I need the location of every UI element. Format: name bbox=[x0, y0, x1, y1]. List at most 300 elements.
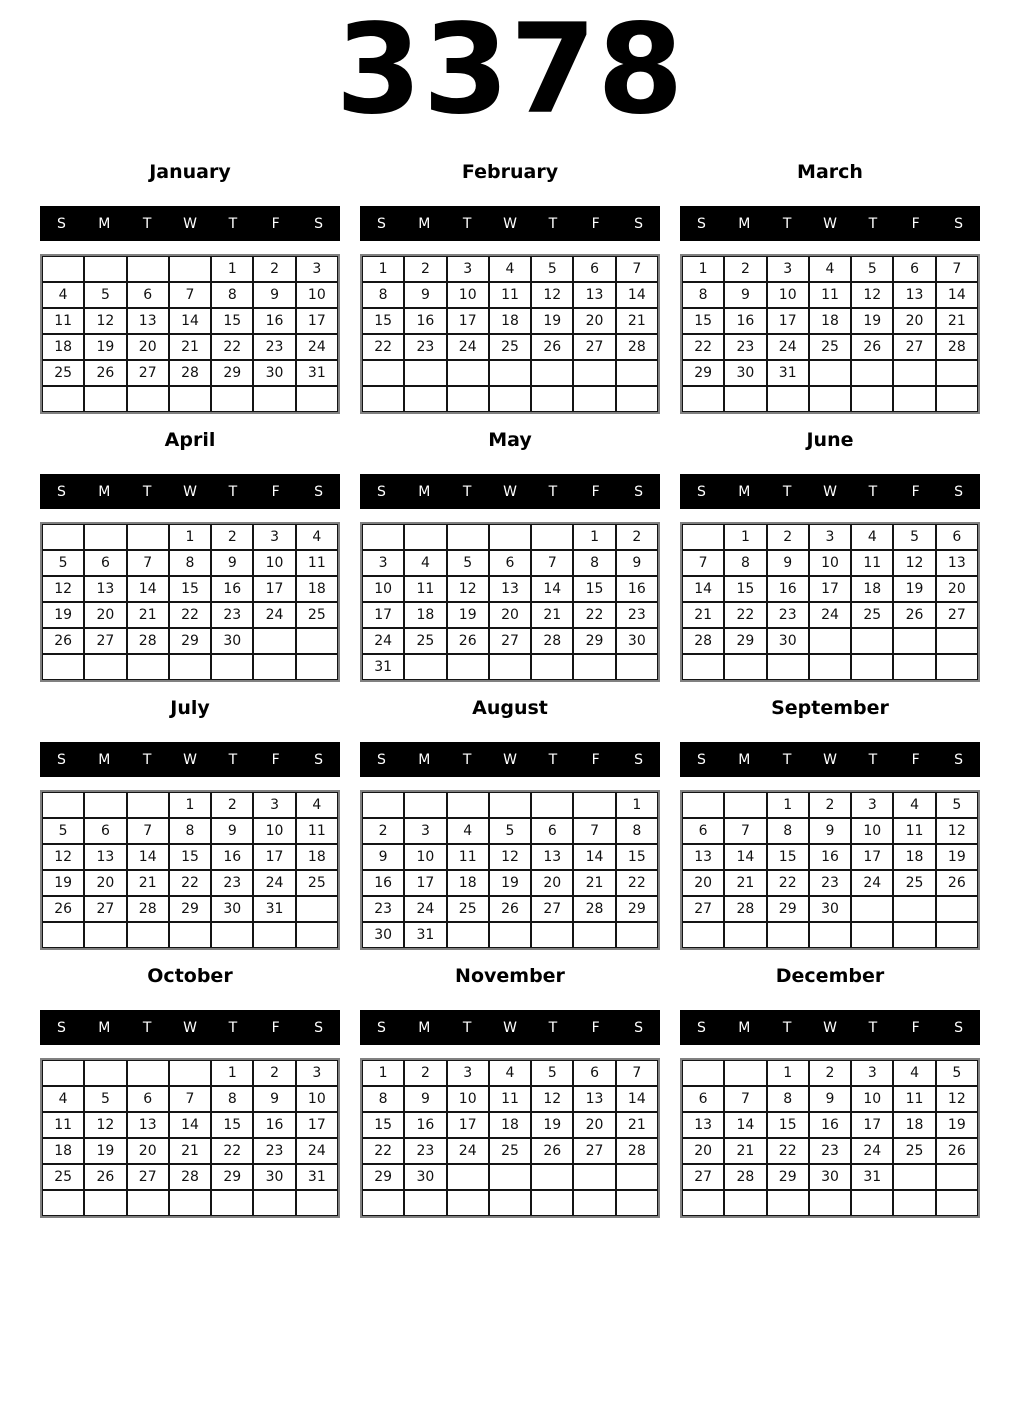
month-title: October bbox=[147, 965, 233, 987]
date-cell: 7 bbox=[169, 1086, 211, 1112]
date-cell: 22 bbox=[573, 602, 615, 628]
date-cell bbox=[362, 524, 404, 550]
date-cell: 13 bbox=[84, 576, 126, 602]
date-cell: 31 bbox=[253, 896, 295, 922]
date-cell: 21 bbox=[169, 334, 211, 360]
date-cell: 28 bbox=[169, 360, 211, 386]
date-cell: 18 bbox=[404, 602, 446, 628]
weekday-label: T bbox=[462, 1019, 472, 1036]
date-cell: 28 bbox=[616, 1138, 658, 1164]
date-cell: 11 bbox=[404, 576, 446, 602]
date-cell: 21 bbox=[616, 308, 658, 334]
month-december bbox=[680, 966, 980, 1218]
date-cell: 14 bbox=[169, 308, 211, 334]
date-cell: 28 bbox=[936, 334, 978, 360]
date-cell: 28 bbox=[127, 896, 169, 922]
date-cell: 2 bbox=[404, 256, 446, 282]
date-cell: 30 bbox=[211, 896, 253, 922]
weekday-label: F bbox=[911, 1019, 920, 1036]
date-cell: 15 bbox=[573, 576, 615, 602]
month-august bbox=[360, 698, 660, 950]
date-cell: 11 bbox=[489, 1086, 531, 1112]
date-cell bbox=[169, 922, 211, 948]
date-cell: 8 bbox=[169, 550, 211, 576]
weekday-label: S bbox=[56, 751, 66, 768]
date-cell: 30 bbox=[253, 360, 295, 386]
weekday-label: W bbox=[183, 1019, 197, 1036]
date-cell: 29 bbox=[573, 628, 615, 654]
date-cell: 10 bbox=[362, 576, 404, 602]
date-cell: 26 bbox=[84, 1164, 126, 1190]
date-cell: 22 bbox=[169, 602, 211, 628]
date-cell bbox=[616, 1190, 658, 1216]
date-cell bbox=[809, 1190, 851, 1216]
date-cell: 24 bbox=[851, 1138, 893, 1164]
date-cell: 17 bbox=[404, 870, 446, 896]
weekday-header bbox=[680, 474, 980, 509]
date-cell: 5 bbox=[531, 1060, 573, 1086]
date-cell bbox=[893, 1190, 935, 1216]
date-cell bbox=[893, 628, 935, 654]
date-cell: 9 bbox=[616, 550, 658, 576]
date-cell: 2 bbox=[724, 256, 766, 282]
date-cell: 16 bbox=[362, 870, 404, 896]
date-grid bbox=[40, 790, 340, 950]
date-cell: 2 bbox=[211, 792, 253, 818]
date-cell bbox=[253, 922, 295, 948]
date-cell: 31 bbox=[767, 360, 809, 386]
date-cell: 9 bbox=[404, 1086, 446, 1112]
date-cell: 21 bbox=[169, 1138, 211, 1164]
date-cell bbox=[573, 360, 615, 386]
date-cell bbox=[127, 1190, 169, 1216]
date-cell: 13 bbox=[127, 308, 169, 334]
date-cell: 8 bbox=[724, 550, 766, 576]
weekday-label: W bbox=[183, 215, 197, 232]
date-cell: 29 bbox=[616, 896, 658, 922]
weekday-label: T bbox=[228, 1019, 238, 1036]
date-cell: 5 bbox=[42, 818, 84, 844]
date-cell bbox=[84, 922, 126, 948]
weekday-label: T bbox=[868, 215, 878, 232]
date-cell: 21 bbox=[724, 870, 766, 896]
date-cell bbox=[936, 922, 978, 948]
date-cell: 13 bbox=[127, 1112, 169, 1138]
date-cell: 29 bbox=[169, 896, 211, 922]
weekday-header bbox=[40, 1010, 340, 1045]
weekday-label: T bbox=[462, 215, 472, 232]
date-cell bbox=[531, 922, 573, 948]
date-cell: 5 bbox=[447, 550, 489, 576]
date-cell: 12 bbox=[84, 1112, 126, 1138]
date-cell: 26 bbox=[84, 360, 126, 386]
date-cell: 8 bbox=[767, 1086, 809, 1112]
date-cell: 11 bbox=[809, 282, 851, 308]
date-cell: 4 bbox=[296, 524, 338, 550]
date-cell: 20 bbox=[936, 576, 978, 602]
weekday-label: W bbox=[503, 215, 517, 232]
date-cell: 30 bbox=[404, 1164, 446, 1190]
date-cell: 19 bbox=[936, 1112, 978, 1138]
weekday-label: T bbox=[142, 215, 152, 232]
date-cell bbox=[851, 386, 893, 412]
date-cell: 4 bbox=[489, 256, 531, 282]
date-cell: 29 bbox=[211, 1164, 253, 1190]
date-cell: 1 bbox=[211, 1060, 253, 1086]
date-cell: 28 bbox=[616, 334, 658, 360]
date-cell bbox=[211, 386, 253, 412]
date-cell: 16 bbox=[404, 308, 446, 334]
date-cell: 7 bbox=[724, 1086, 766, 1112]
weekday-label: T bbox=[228, 215, 238, 232]
month-october bbox=[40, 966, 340, 1218]
month-title: September bbox=[771, 697, 889, 719]
date-cell bbox=[84, 792, 126, 818]
date-cell: 19 bbox=[84, 334, 126, 360]
date-cell: 25 bbox=[851, 602, 893, 628]
date-cell bbox=[84, 386, 126, 412]
date-cell: 13 bbox=[682, 844, 724, 870]
date-cell bbox=[809, 386, 851, 412]
date-cell: 18 bbox=[447, 870, 489, 896]
date-cell: 13 bbox=[893, 282, 935, 308]
date-cell: 26 bbox=[531, 1138, 573, 1164]
date-cell: 19 bbox=[851, 308, 893, 334]
date-cell: 19 bbox=[84, 1138, 126, 1164]
weekday-label: F bbox=[591, 215, 600, 232]
date-grid bbox=[680, 790, 980, 950]
date-cell bbox=[616, 922, 658, 948]
date-cell: 2 bbox=[404, 1060, 446, 1086]
weekday-label: M bbox=[98, 483, 111, 500]
date-cell bbox=[84, 524, 126, 550]
date-cell: 18 bbox=[893, 844, 935, 870]
date-cell: 4 bbox=[893, 1060, 935, 1086]
date-cell: 4 bbox=[447, 818, 489, 844]
date-cell bbox=[573, 1190, 615, 1216]
date-cell: 14 bbox=[724, 1112, 766, 1138]
date-cell: 17 bbox=[851, 1112, 893, 1138]
date-cell: 9 bbox=[211, 550, 253, 576]
date-cell: 27 bbox=[127, 1164, 169, 1190]
date-cell bbox=[893, 1164, 935, 1190]
date-cell: 23 bbox=[211, 602, 253, 628]
date-cell: 16 bbox=[404, 1112, 446, 1138]
date-cell: 24 bbox=[447, 334, 489, 360]
date-cell: 20 bbox=[84, 602, 126, 628]
date-cell: 25 bbox=[404, 628, 446, 654]
date-cell: 10 bbox=[851, 1086, 893, 1112]
weekday-label: T bbox=[868, 1019, 878, 1036]
date-cell bbox=[851, 1190, 893, 1216]
date-cell bbox=[573, 386, 615, 412]
date-cell: 12 bbox=[893, 550, 935, 576]
date-cell: 11 bbox=[851, 550, 893, 576]
date-cell bbox=[936, 654, 978, 680]
date-cell: 19 bbox=[936, 844, 978, 870]
date-cell: 15 bbox=[211, 1112, 253, 1138]
month-title: April bbox=[164, 429, 216, 451]
date-cell: 17 bbox=[296, 308, 338, 334]
date-cell: 26 bbox=[936, 870, 978, 896]
date-cell: 15 bbox=[724, 576, 766, 602]
date-cell: 11 bbox=[893, 818, 935, 844]
date-cell: 12 bbox=[447, 576, 489, 602]
date-cell: 1 bbox=[682, 256, 724, 282]
weekday-header bbox=[360, 474, 660, 509]
date-cell bbox=[296, 1190, 338, 1216]
date-cell: 7 bbox=[573, 818, 615, 844]
date-cell: 6 bbox=[127, 1086, 169, 1112]
month-title: June bbox=[806, 429, 854, 451]
date-cell: 4 bbox=[809, 256, 851, 282]
date-cell: 22 bbox=[682, 334, 724, 360]
date-cell: 15 bbox=[211, 308, 253, 334]
date-cell: 12 bbox=[42, 844, 84, 870]
date-cell bbox=[42, 654, 84, 680]
date-cell bbox=[253, 628, 295, 654]
date-cell: 28 bbox=[724, 1164, 766, 1190]
date-cell: 7 bbox=[936, 256, 978, 282]
date-cell bbox=[489, 792, 531, 818]
date-cell: 22 bbox=[211, 334, 253, 360]
weekday-header bbox=[360, 206, 660, 241]
date-cell: 27 bbox=[893, 334, 935, 360]
date-cell: 26 bbox=[936, 1138, 978, 1164]
month-title: July bbox=[170, 697, 210, 719]
date-cell: 25 bbox=[489, 1138, 531, 1164]
month-april bbox=[40, 430, 340, 682]
date-cell: 31 bbox=[296, 360, 338, 386]
date-cell bbox=[447, 1164, 489, 1190]
date-cell bbox=[936, 386, 978, 412]
date-cell: 21 bbox=[127, 870, 169, 896]
date-cell: 18 bbox=[809, 308, 851, 334]
date-cell: 23 bbox=[724, 334, 766, 360]
date-cell: 26 bbox=[447, 628, 489, 654]
date-cell: 10 bbox=[809, 550, 851, 576]
date-cell: 21 bbox=[616, 1112, 658, 1138]
date-cell bbox=[531, 524, 573, 550]
date-cell: 5 bbox=[42, 550, 84, 576]
date-cell: 21 bbox=[531, 602, 573, 628]
date-cell: 9 bbox=[724, 282, 766, 308]
weekday-label: M bbox=[98, 1019, 111, 1036]
date-cell: 12 bbox=[936, 1086, 978, 1112]
date-cell bbox=[296, 922, 338, 948]
date-cell: 6 bbox=[489, 550, 531, 576]
date-cell: 2 bbox=[809, 792, 851, 818]
date-cell: 22 bbox=[616, 870, 658, 896]
date-cell: 10 bbox=[253, 550, 295, 576]
date-cell: 27 bbox=[531, 896, 573, 922]
date-cell bbox=[489, 1190, 531, 1216]
date-cell: 23 bbox=[362, 896, 404, 922]
date-cell: 26 bbox=[42, 896, 84, 922]
date-cell bbox=[489, 654, 531, 680]
months-grid bbox=[0, 162, 1020, 1218]
date-cell: 3 bbox=[296, 256, 338, 282]
date-cell: 16 bbox=[211, 844, 253, 870]
date-cell: 24 bbox=[851, 870, 893, 896]
date-cell: 29 bbox=[362, 1164, 404, 1190]
date-cell: 12 bbox=[531, 282, 573, 308]
date-cell: 18 bbox=[296, 576, 338, 602]
date-cell: 2 bbox=[253, 256, 295, 282]
date-cell: 20 bbox=[127, 334, 169, 360]
date-cell: 31 bbox=[362, 654, 404, 680]
date-cell: 17 bbox=[851, 844, 893, 870]
date-cell: 22 bbox=[767, 870, 809, 896]
date-cell: 16 bbox=[724, 308, 766, 334]
date-cell bbox=[531, 792, 573, 818]
date-cell: 23 bbox=[253, 334, 295, 360]
date-cell bbox=[42, 1060, 84, 1086]
date-cell bbox=[682, 524, 724, 550]
date-cell: 30 bbox=[253, 1164, 295, 1190]
date-cell bbox=[404, 360, 446, 386]
date-cell: 24 bbox=[253, 870, 295, 896]
date-cell bbox=[531, 360, 573, 386]
date-cell: 14 bbox=[127, 844, 169, 870]
date-cell bbox=[893, 360, 935, 386]
date-cell: 8 bbox=[616, 818, 658, 844]
date-cell: 27 bbox=[936, 602, 978, 628]
weekday-label: T bbox=[868, 751, 878, 768]
date-cell: 23 bbox=[404, 334, 446, 360]
date-cell: 4 bbox=[404, 550, 446, 576]
date-cell: 18 bbox=[893, 1112, 935, 1138]
date-cell: 1 bbox=[211, 256, 253, 282]
date-cell: 6 bbox=[573, 256, 615, 282]
date-cell: 27 bbox=[127, 360, 169, 386]
date-cell bbox=[767, 922, 809, 948]
date-cell bbox=[447, 524, 489, 550]
date-cell: 27 bbox=[682, 896, 724, 922]
weekday-label: S bbox=[314, 1019, 324, 1036]
date-cell: 28 bbox=[127, 628, 169, 654]
weekday-label: T bbox=[782, 1019, 792, 1036]
date-cell: 14 bbox=[682, 576, 724, 602]
date-cell: 14 bbox=[573, 844, 615, 870]
date-cell: 16 bbox=[809, 844, 851, 870]
date-cell: 15 bbox=[169, 844, 211, 870]
date-cell: 2 bbox=[253, 1060, 295, 1086]
month-july bbox=[40, 698, 340, 950]
weekday-label: S bbox=[634, 483, 644, 500]
date-cell: 18 bbox=[489, 1112, 531, 1138]
date-cell bbox=[936, 628, 978, 654]
date-cell: 30 bbox=[616, 628, 658, 654]
date-cell bbox=[84, 1190, 126, 1216]
date-cell: 1 bbox=[169, 792, 211, 818]
date-cell: 27 bbox=[573, 1138, 615, 1164]
date-cell: 6 bbox=[531, 818, 573, 844]
weekday-label: F bbox=[591, 751, 600, 768]
date-cell: 1 bbox=[573, 524, 615, 550]
date-cell: 17 bbox=[296, 1112, 338, 1138]
date-cell: 28 bbox=[169, 1164, 211, 1190]
date-cell: 13 bbox=[682, 1112, 724, 1138]
date-cell bbox=[767, 1190, 809, 1216]
date-cell bbox=[127, 654, 169, 680]
date-cell bbox=[724, 1190, 766, 1216]
date-cell: 6 bbox=[84, 818, 126, 844]
date-cell: 16 bbox=[253, 308, 295, 334]
date-cell: 1 bbox=[362, 1060, 404, 1086]
date-cell bbox=[84, 1060, 126, 1086]
date-cell bbox=[253, 1190, 295, 1216]
date-cell: 5 bbox=[936, 792, 978, 818]
date-cell: 15 bbox=[682, 308, 724, 334]
weekday-header bbox=[680, 1010, 980, 1045]
date-cell: 9 bbox=[809, 1086, 851, 1112]
month-march bbox=[680, 162, 980, 414]
date-grid bbox=[680, 1058, 980, 1218]
date-cell: 13 bbox=[573, 1086, 615, 1112]
date-cell: 3 bbox=[253, 792, 295, 818]
date-cell bbox=[893, 896, 935, 922]
date-cell: 20 bbox=[682, 1138, 724, 1164]
weekday-label: W bbox=[503, 751, 517, 768]
date-cell bbox=[682, 792, 724, 818]
date-cell: 18 bbox=[42, 334, 84, 360]
date-cell: 10 bbox=[296, 1086, 338, 1112]
date-cell bbox=[531, 386, 573, 412]
date-cell: 2 bbox=[809, 1060, 851, 1086]
weekday-label: F bbox=[271, 483, 280, 500]
date-cell: 15 bbox=[362, 1112, 404, 1138]
date-cell: 6 bbox=[936, 524, 978, 550]
date-cell bbox=[531, 654, 573, 680]
date-cell bbox=[724, 922, 766, 948]
date-cell: 21 bbox=[724, 1138, 766, 1164]
weekday-label: S bbox=[376, 751, 386, 768]
weekday-label: T bbox=[228, 483, 238, 500]
date-cell: 6 bbox=[573, 1060, 615, 1086]
date-cell: 1 bbox=[362, 256, 404, 282]
date-grid bbox=[40, 254, 340, 414]
month-title: December bbox=[775, 965, 885, 987]
date-cell: 10 bbox=[767, 282, 809, 308]
date-cell: 23 bbox=[211, 870, 253, 896]
date-cell bbox=[253, 654, 295, 680]
weekday-label: T bbox=[782, 215, 792, 232]
weekday-label: W bbox=[823, 751, 837, 768]
weekday-label: M bbox=[738, 483, 751, 500]
month-january bbox=[40, 162, 340, 414]
date-cell: 6 bbox=[84, 550, 126, 576]
date-cell: 7 bbox=[682, 550, 724, 576]
weekday-label: F bbox=[271, 1019, 280, 1036]
date-cell: 8 bbox=[362, 1086, 404, 1112]
date-cell bbox=[851, 360, 893, 386]
weekday-header bbox=[360, 742, 660, 777]
date-cell: 17 bbox=[253, 844, 295, 870]
date-cell bbox=[809, 654, 851, 680]
date-cell: 3 bbox=[447, 1060, 489, 1086]
date-cell: 31 bbox=[296, 1164, 338, 1190]
date-cell bbox=[447, 1190, 489, 1216]
date-cell bbox=[211, 654, 253, 680]
month-title: August bbox=[472, 697, 548, 719]
date-cell: 4 bbox=[296, 792, 338, 818]
date-grid bbox=[360, 254, 660, 414]
date-cell: 25 bbox=[42, 360, 84, 386]
weekday-label: S bbox=[376, 483, 386, 500]
date-cell: 14 bbox=[531, 576, 573, 602]
date-cell: 18 bbox=[489, 308, 531, 334]
